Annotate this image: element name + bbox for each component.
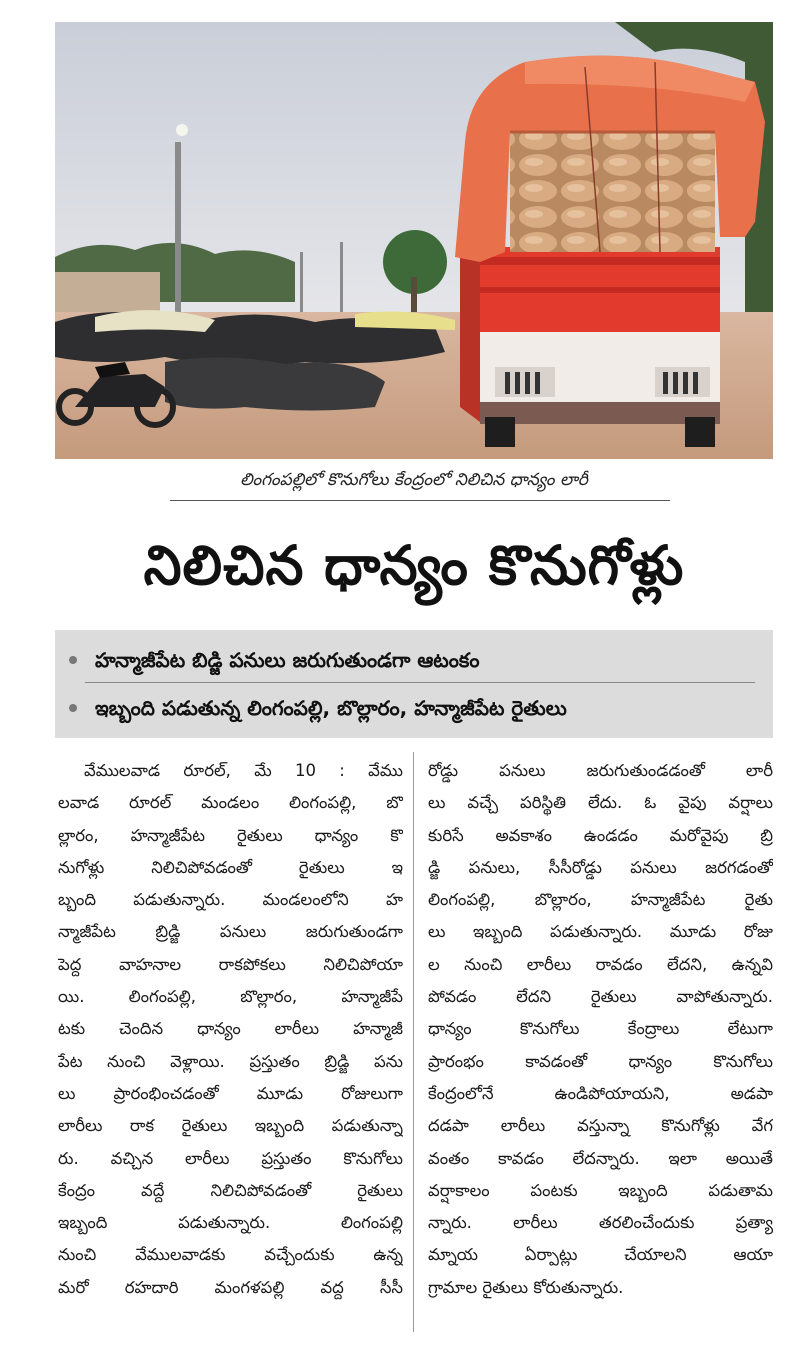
article-line: రోడ్డు పనులు జరుగుతుండడంతో లారీ <box>428 761 773 780</box>
article-line: లారీలు రాక రైతులు ఇబ్బంది పడుతున్నా <box>58 1116 403 1136</box>
bullet-icon <box>69 704 77 712</box>
article-line: పోవడం లేదని రైతులు వాపోతున్నారు. <box>428 987 773 1007</box>
article-line: లు ప్రారంభించడంతో మూడు రోజులుగా <box>58 1083 403 1103</box>
highlight-item <box>69 696 759 725</box>
article-line: గ్రామాల రైతులు కోరుతున్నారు. <box>428 1277 624 1297</box>
article-line: రు. వచ్చిన లారీలు ప్రస్తుతం కొనుగోలు <box>58 1148 403 1168</box>
photo-caption: లింగంపల్లిలో కొనుగోలు కేంద్రంలో నిలిచిన ధాన్యం లారీ <box>240 470 588 490</box>
article-line: వర్షాకాలం పంటకు ఇబ్బంది పడుతామ <box>428 1180 773 1200</box>
article-column-1 <box>58 755 403 1304</box>
article-line: దడపా లారీలు వస్తున్నా కొనుగోళ్లు వేగ <box>428 1116 773 1136</box>
article-line: లింగంపల్లి, బొల్లారం, హన్మాజీపేట రైతు <box>428 890 773 910</box>
column-divider <box>413 752 414 1332</box>
article-line: పేట నుంచి వెళ్లాయి. ప్రస్తుతం బ్రిడ్జి పను <box>58 1051 403 1071</box>
article-line: కేంద్రం వద్దే నిలిచిపోవడంతో రైతులు <box>58 1180 403 1200</box>
article-line: నుగోళ్లు నిలిచిపోవడంతో రైతులు ఇ <box>58 857 403 877</box>
article-line: ప్రారంభం కావడంతో ధాన్యం కొనుగోలు <box>428 1051 773 1071</box>
article-line: యి. లింగంపల్లి, బొల్లారం, హన్మాజీపే <box>58 987 403 1007</box>
article-line: పెద్ద వాహనాల రాకపోకలు నిలిచిపోయా <box>58 954 403 974</box>
highlight-divider <box>85 682 755 683</box>
article-line: ధాన్యం కొనుగోలు కేంద్రాలు లేటుగా <box>428 1019 773 1039</box>
article-line: కేంద్రంలోనే ఉండిపోయాయని, అడపా <box>428 1083 773 1103</box>
article-line: న్నారు. లారీలు తరలించేందుకు ప్రత్యా <box>428 1213 773 1233</box>
article-line: ఇబ్బంది పడుతున్నారు. లింగంపల్లి <box>58 1213 403 1233</box>
article-line: వంతం కావడం లేదన్నారు. ఇలా అయితే <box>428 1148 773 1168</box>
article-line: మ్నాయ ఏర్పాట్లు చేయాలని ఆయా <box>428 1245 773 1265</box>
highlights-box <box>55 630 773 738</box>
article-line: లు ఇబ్బంది పడుతున్నారు. మూడు రోజు <box>428 922 773 942</box>
article-column-2 <box>428 755 773 1304</box>
article-line: ల్లారం, హన్మాజీపేట రైతులు ధాన్యం కొ <box>58 825 403 845</box>
article-line: కురిసే అవకాశం ఉండడం మరోవైపు బ్రి <box>428 825 773 845</box>
article-line: బ్బంది పడుతున్నారు. మండలంలోని హ <box>58 890 403 910</box>
article-line: టకు చెందిన ధాన్యం లారీలు హన్మాజీ <box>58 1019 403 1039</box>
article-line: న్మాజీపేట బ్రిడ్జి పనులు జరుగుతుండగా <box>58 922 403 942</box>
bullet-icon <box>69 656 77 664</box>
article-line: లవాడ రూరల్ మండలం లింగంపల్లి, బొ <box>58 793 403 813</box>
highlight-text: హన్మాజీపేట బిడ్జి పనులు జరుగుతుండగా ఆటంకం <box>95 648 480 672</box>
article-line: ల నుంచి లారీలు రావడం లేదని, ఉన్నవి <box>428 954 773 974</box>
article-line: లు వచ్చే పరిస్థితి లేదు. ఓ వైపు వర్షాలు <box>428 793 773 813</box>
headline: నిలిచిన ధాన్యం కొనుగోళ్లు <box>143 534 685 597</box>
caption-divider <box>170 500 670 501</box>
article-line: మరో రహదారి మంగళపల్లి వద్ద సీసీ <box>58 1277 403 1297</box>
highlight-text: ఇబ్బంది పడుతున్న లింగంపల్లి, బొల్లారం, హన్మాజీపేట రైతులు <box>95 696 567 720</box>
article-line: డ్జి పనులు, సీసీరోడ్డు పనులు జరగడంతో <box>428 857 773 877</box>
article-line: నుంచి వేములవాడకు వచ్చేందుకు ఉన్న <box>58 1245 403 1265</box>
highlight-item <box>69 648 759 677</box>
news-photo <box>55 22 773 459</box>
article-line: వేములవాడ రూరల్, మే 10 : వేము <box>84 761 403 780</box>
